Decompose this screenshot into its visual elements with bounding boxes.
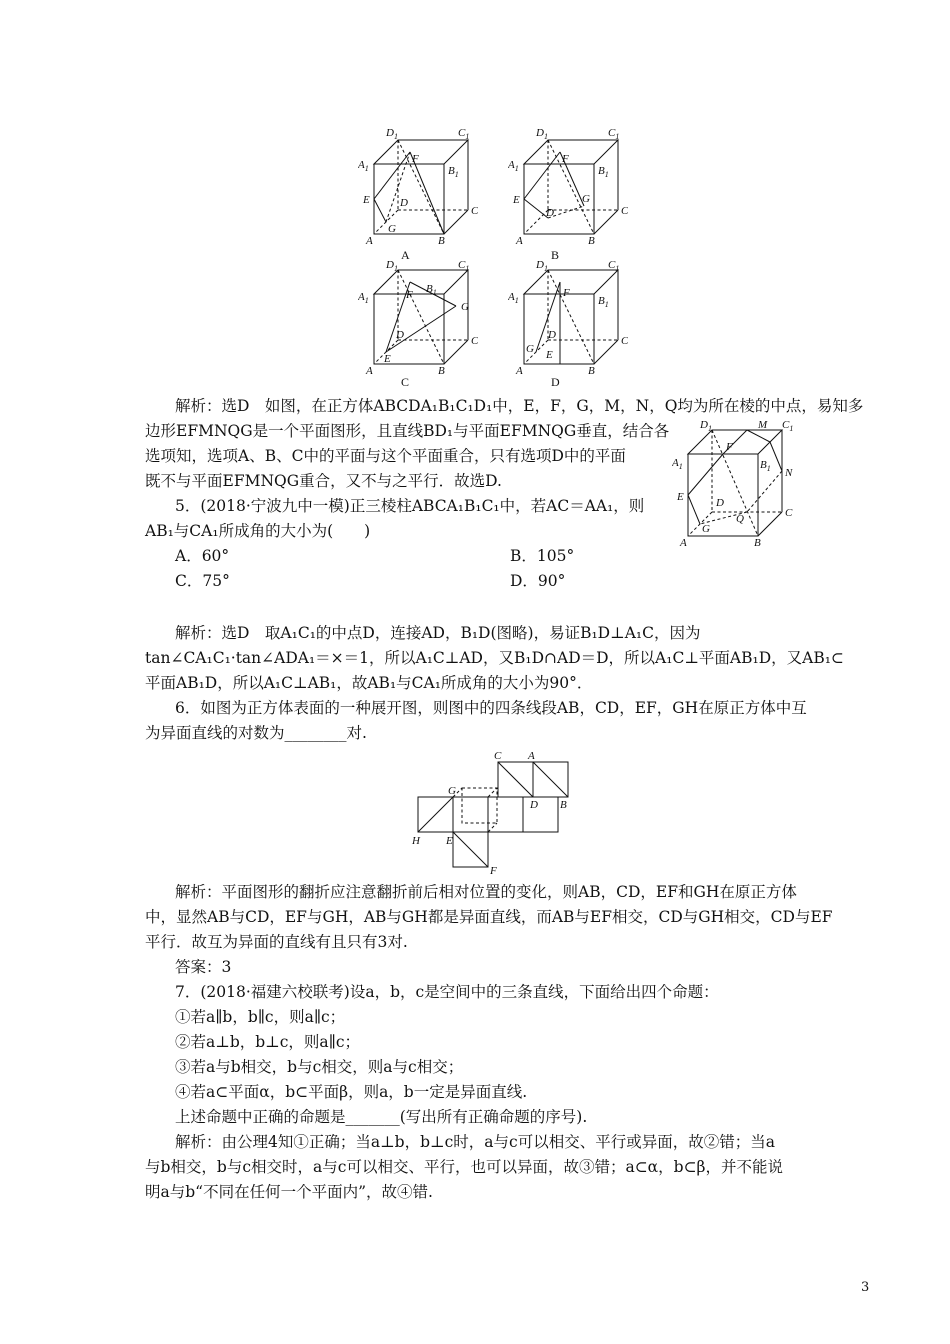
label-e: E xyxy=(384,353,391,365)
figure-caption: A xyxy=(401,248,410,262)
label-a1: $A_1$ xyxy=(672,457,683,471)
label-f: F xyxy=(412,153,419,165)
label-b1: $B_1$ xyxy=(448,165,459,179)
label-d: D xyxy=(396,329,404,341)
analysis-6-line-2: 中，显然AB与CD，EF与GH，AB与GH都是异面直线，而AB与EF相交，CD与GH相交，CD与EF xyxy=(145,908,833,926)
page-number: 3 xyxy=(861,1280,870,1295)
label-a: A xyxy=(366,235,373,247)
label-b1: $B_1$ xyxy=(598,165,609,179)
label-c: C xyxy=(785,507,793,519)
analysis-7-line-3: 明a与b“不同在任何一个平面内”，故④错. xyxy=(145,1183,433,1201)
answer-6: 答案：3 xyxy=(175,958,232,976)
figure-caption: D xyxy=(551,375,560,389)
analysis-5-line-2: tan∠CA₁C₁·tan∠ADA₁＝×＝1，所以A₁C⊥AD，又B₁D∩AD＝D，所以A₁C⊥平面AB₁D，又AB₁⊂ xyxy=(145,649,844,667)
analysis-4-line-1: 解析：选D 如图，在正方体ABCDA₁B₁C₁D₁中，E，F，G，M，N，Q均为所在棱的中点，易知多 xyxy=(175,397,864,415)
label-d: D xyxy=(546,207,554,219)
analysis-7-line-2: 与b相交，b与c相交时，a与c可以相交、平行，也可以异面，故③错；a⊂α，b⊂β，并不能说 xyxy=(145,1158,784,1176)
label-d1: $D_1$ xyxy=(536,127,548,141)
label-c: C xyxy=(621,205,628,217)
label-g: G xyxy=(448,785,456,797)
label-e: E xyxy=(546,349,553,361)
label-a: A xyxy=(516,365,523,377)
label-c1: $C_1$ xyxy=(782,420,794,433)
label-d: D xyxy=(400,197,408,209)
label-c: C xyxy=(621,335,628,347)
label-b: B xyxy=(560,799,567,811)
label-g: G xyxy=(582,193,590,205)
label-b: B xyxy=(588,235,595,247)
proposition-1: ①若a∥b，b∥c，则a∥c； xyxy=(175,1008,346,1026)
label-e: E xyxy=(446,835,453,847)
label-c: C xyxy=(471,335,478,347)
analysis-4-line-2: 边形EFMNQG是一个平面图形，且直线BD₁与平面EFMNQG垂直，结合各 xyxy=(145,422,670,440)
label-b: B xyxy=(754,537,761,549)
label-f: F xyxy=(406,289,413,301)
label-c: C xyxy=(494,750,502,762)
cube-net-figure xyxy=(410,748,590,878)
label-f: F xyxy=(562,153,569,165)
question-6-line-2: 为异面直线的对数为________对. xyxy=(145,724,367,742)
label-g: G xyxy=(461,301,469,313)
label-g: G xyxy=(702,523,710,535)
analysis-5-line-3: 平面AB₁D，所以A₁C⊥AB₁，故AB₁与CA₁所成角的大小为90°． xyxy=(145,674,593,692)
cube-figure-a xyxy=(358,122,478,262)
proposition-3: ③若a与b相交，b与c相交，则a与c相交； xyxy=(175,1058,464,1076)
label-m: M xyxy=(758,420,768,431)
label-c: C xyxy=(471,205,478,217)
label-b1: $B_1$ xyxy=(598,295,609,309)
figure-caption: B xyxy=(551,248,560,262)
label-d: D xyxy=(548,329,556,341)
label-a: A xyxy=(680,537,687,549)
proposition-4: ④若a⊂平面α，b⊂平面β，则a，b一定是异面直线. xyxy=(175,1083,528,1101)
option-c: C．75° xyxy=(175,572,230,590)
option-b: B．105° xyxy=(510,547,575,565)
figure-caption: C xyxy=(401,375,410,389)
analysis-7-line-1: 解析：由公理4知①正确；当a⊥b，b⊥c时，a与c可以相交、平行或异面，故②错；当a xyxy=(175,1133,775,1151)
label-d: D xyxy=(716,497,724,509)
label-e: E xyxy=(677,491,684,503)
analysis-6-line-3: 平行．故互为异面的直线有且只有3对. xyxy=(145,933,408,951)
label-a1: $A_1$ xyxy=(358,291,369,305)
cube-figure-c xyxy=(358,260,478,390)
cube-figure-d xyxy=(508,260,628,390)
label-d: D xyxy=(530,799,538,811)
label-c1: $C_1$ xyxy=(458,260,470,273)
label-q: Q xyxy=(736,513,744,525)
question-5-line-1: 5．(2018·宁波九中一模)正三棱柱ABCA₁B₁C₁中，若AC＝AA₁，则 xyxy=(175,497,645,515)
cube-figure-b xyxy=(508,122,628,262)
question-7-prompt: 上述命题中正确的命题是_______(写出所有正确命题的序号). xyxy=(175,1108,588,1126)
label-a1: $A_1$ xyxy=(508,291,519,305)
label-f: F xyxy=(726,441,733,453)
question-7-line-1: 7．(2018·福建六校联考)设a，b，c是空间中的三条直线，下面给出四个命题： xyxy=(175,983,719,1001)
label-d1: $D_1$ xyxy=(386,260,398,273)
cube-hexagon-figure xyxy=(672,420,812,550)
label-a1: $A_1$ xyxy=(358,159,369,173)
label-a1: $A_1$ xyxy=(508,159,519,173)
label-c1: $C_1$ xyxy=(608,127,620,141)
question-6-line-1: 6．如图为正方体表面的一种展开图，则图中的四条线段AB，CD，EF，GH在原正方体中互 xyxy=(175,699,807,717)
label-b: B xyxy=(588,365,595,377)
label-c1: $C_1$ xyxy=(458,127,470,141)
label-a: A xyxy=(366,365,373,377)
question-5-line-2: AB₁与CA₁所成角的大小为( ) xyxy=(145,522,371,540)
label-h: H xyxy=(412,835,420,847)
label-g: G xyxy=(526,343,534,355)
analysis-4-line-4: 既不与平面EFMNQG重合，又不与之平行．故选D. xyxy=(145,472,502,490)
label-f: F xyxy=(563,287,570,299)
label-f: F xyxy=(490,865,497,877)
label-e: E xyxy=(513,194,520,206)
analysis-6-line-1: 解析：平面图形的翻折应注意翻折前后相对位置的变化，则AB，CD，EF和GH在原正方体 xyxy=(175,883,797,901)
label-d1: $D_1$ xyxy=(700,420,712,433)
label-b: B xyxy=(438,235,445,247)
label-a: A xyxy=(528,750,535,762)
option-a: A．60° xyxy=(175,547,230,565)
proposition-2: ②若a⊥b，b⊥c，则a∥c； xyxy=(175,1033,361,1051)
analysis-4-line-3: 选项知，选项A、B、C中的平面与这个平面重合，只有选项D中的平面 xyxy=(145,447,626,465)
analysis-5-line-1: 解析：选D 取A₁C₁的中点D，连接AD，B₁D(图略)，易证B₁D⊥A₁C，因为 xyxy=(175,624,701,642)
label-e: E xyxy=(363,194,370,206)
label-g: G xyxy=(388,223,396,235)
label-b1: $B_1$ xyxy=(760,459,771,473)
label-c1: $C_1$ xyxy=(608,260,620,273)
label-b: B xyxy=(438,365,445,377)
label-b1: $B_1$ xyxy=(426,283,437,297)
label-n: N xyxy=(785,467,793,479)
label-d1: $D_1$ xyxy=(536,260,548,273)
label-d1: $D_1$ xyxy=(386,127,398,141)
option-d: D．90° xyxy=(510,572,566,590)
label-a: A xyxy=(516,235,523,247)
